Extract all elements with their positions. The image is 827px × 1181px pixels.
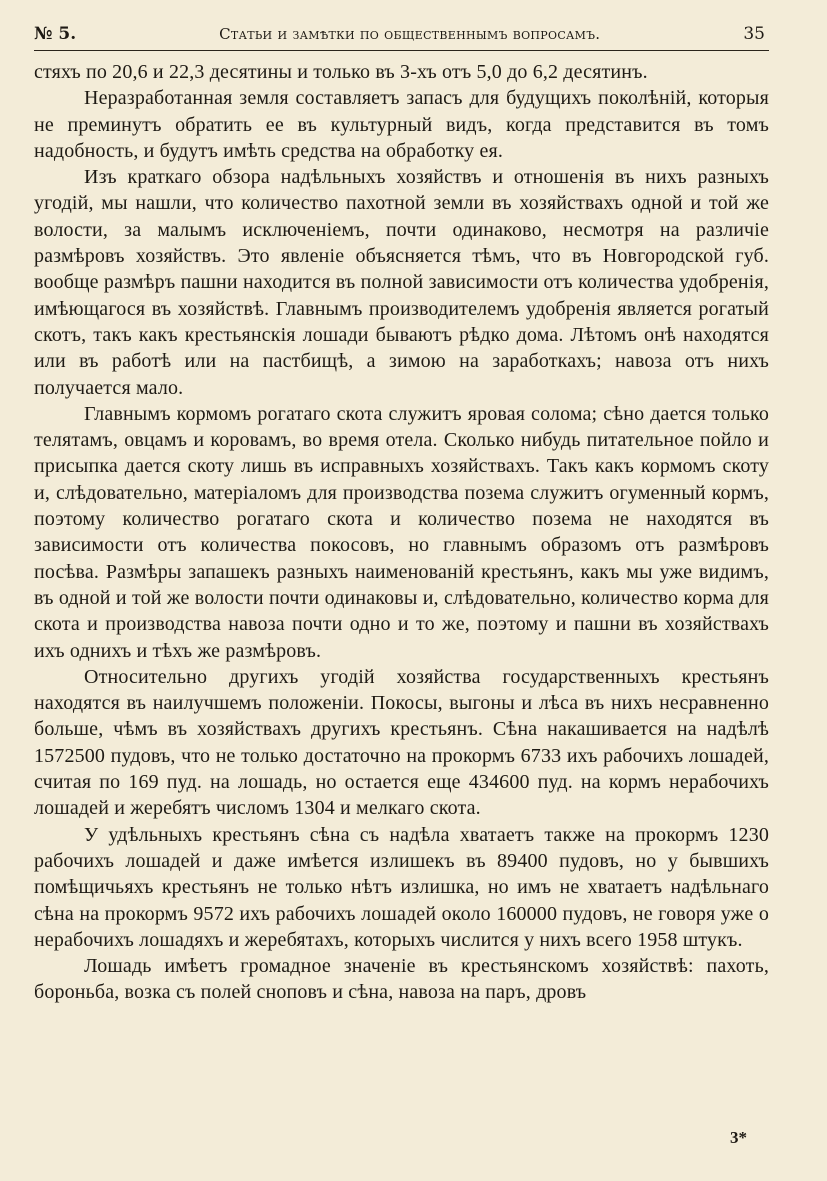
page-number: 35 bbox=[743, 24, 765, 44]
issue-number: № 5. bbox=[34, 24, 77, 44]
paragraph: Главнымъ кормомъ рогатаго скота служитъ яровая солома; сѣно дается только телятамъ, овцамъ и коровамъ, во время отела. Сколько нибудь питательное пойло и присыпка дается скоту лишь въ исправныхъ хозяйствахъ. Такъ какъ кормомъ скоту и, слѣдовательно, матеріаломъ для производства позема служитъ огуменный кормъ, поэтому количество рогатаго скота и количество позема не находятся въ зависимости отъ количества покосовъ, но главнымъ образомъ отъ размѣровъ посѣва. Размѣры запашекъ разныхъ наименованій крестьянъ, какъ мы уже видимъ, въ одной и той же волости почти одинаковы и, слѣдовательно, количество корма для скота и производства навоза почти одно и то же, поэтому и пашни въ хозяйствахъ ихъ однихъ и тѣхъ же размѣровъ. bbox=[34, 402, 769, 662]
paragraph: Неразработанная земля составляетъ запасъ для будущихъ поколѣній, которыя не преминутъ обратить ее въ культурный видъ, когда представится въ томъ надобность, и будутъ имѣть средства на обработку ея. bbox=[34, 87, 769, 162]
paragraph: Относительно другихъ угодій хозяйства государственныхъ крестьянъ находятся въ наилучшемъ положеніи. Покосы, выгоны и лѣса въ нихъ несравненно больше, чѣмъ въ хозяйствахъ другихъ крестьянъ. Сѣна накашивается на надѣлѣ 1572500 пудовъ, что не только достаточно на прокормъ 6733 ихъ рабочихъ лошадей, считая по 169 пуд. на лошадь, но остается еще 434600 пуд. на кормъ нерабочихъ лошадей и жеребятъ числомъ 1304 и мелкаго скота. bbox=[34, 665, 769, 820]
paragraph: Лошадь имѣетъ громадное значеніе въ крестьянскомъ хозяйствѣ: пахоть, бороньба, возка съ полей сноповъ и сѣна, навоза на паръ, дровъ bbox=[34, 955, 769, 1004]
article-body bbox=[34, 59, 769, 1006]
running-header bbox=[34, 22, 769, 51]
signature-mark: 3* bbox=[730, 1128, 747, 1147]
paragraph: стяхъ по 20,6 и 22,3 десятины и только въ 3-хъ отъ 5,0 до 6,2 десятинъ. bbox=[34, 61, 648, 83]
paragraph: Изъ краткаго обзора надѣльныхъ хозяйствъ и отношенія въ нихъ разныхъ угодій, мы нашли, что количество пахотной земли въ хозяйствахъ одной и той же волости, за малымъ исключеніемъ, почти одинаково, несмотря на различіе размѣровъ хозяйствъ. Это явленіе объясняется тѣмъ, что въ Новгородской губ. вообще размѣръ пашни находится въ полной зависимости отъ количества удобренія, имѣющагося въ хозяйствѣ. Главнымъ производителемъ удобренія является рогатый скотъ, такъ какъ крестьянскія лошади бываютъ рѣдко дома. Лѣтомъ онѣ находятся или въ работѣ или на пастбищѣ, а зимою на заработкахъ; навоза отъ нихъ получается мало. bbox=[34, 166, 769, 399]
running-title: Статьи и замѣтки по общественнымъ вопросамъ. bbox=[219, 25, 601, 43]
paragraph: У удѣльныхъ крестьянъ сѣна съ надѣла хватаетъ также на прокормъ 1230 рабочихъ лошадей и даже имѣется излишекъ въ 89400 пудовъ, но у бывшихъ помѣщичьяхъ крестьянъ не только нѣтъ излишка, но имъ не хватаетъ надѣльнаго сѣна на прокормъ 9572 ихъ рабочихъ лошадей около 160000 пудовъ, не говоря уже о нерабочихъ лошадяхъ и жеребятахъ, которыхъ числится у нихъ всего 1958 штукъ. bbox=[34, 823, 769, 951]
